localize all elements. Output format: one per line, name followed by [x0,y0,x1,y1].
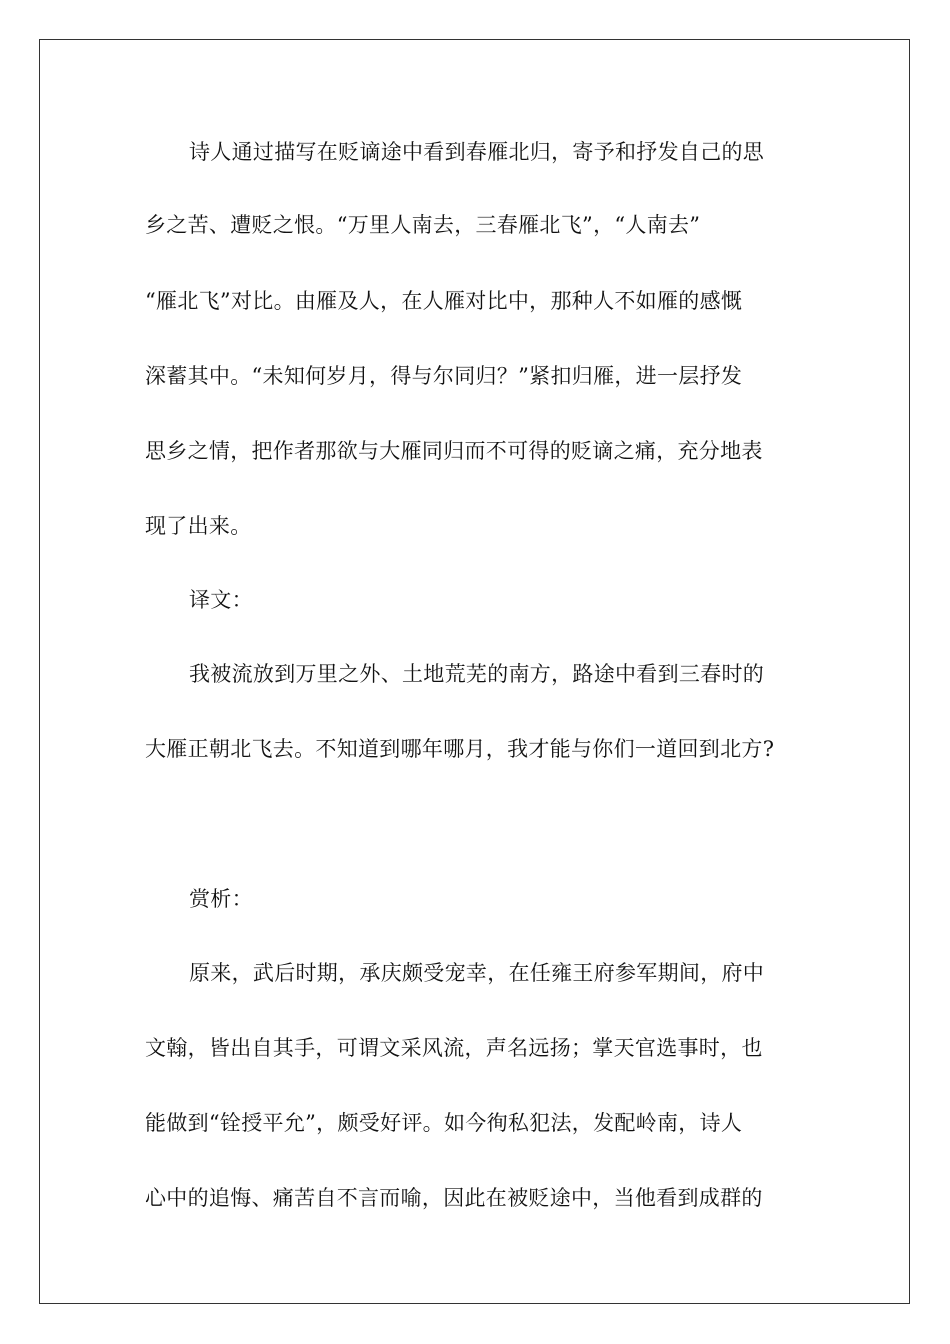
paragraph-analysis-line-5: 思乡之情，把作者那欲与大雁同归而不可得的贬谪之痛，充分地表 [145,439,763,463]
translation-heading: 译文： [189,588,253,612]
translation-line-2: 大雁正朝北飞去。不知道到哪年哪月，我才能与你们一道回到北方? [145,737,775,761]
paragraph-analysis-line-2: 乡之苦、遭贬之恨。“万里人南去，三春雁北飞”，“人南去” [145,213,701,237]
appreciation-line-4: 心中的追悔、痛苦自不言而喻，因此在被贬途中，当他看到成群的 [145,1186,763,1210]
paragraph-analysis-line-6: 现了出来。 [145,514,252,538]
appreciation-line-3: 能做到“铨授平允”，颇受好评。如今徇私犯法，发配岭南，诗人 [145,1111,743,1135]
paragraph-analysis-line-3: “雁北飞”对比。由雁及人，在人雁对比中，那种人不如雁的感慨 [145,289,743,313]
appreciation-line-2: 文翰，皆出自其手，可谓文采风流，声名远扬；掌天官选事时，也 [145,1036,763,1060]
paragraph-analysis-line-1: 诗人通过描写在贬谪途中看到春雁北归，寄予和抒发自己的思 [189,140,765,164]
appreciation-heading: 赏析： [189,887,253,911]
translation-line-1: 我被流放到万里之外、土地荒芜的南方，路途中看到三春时的 [189,662,765,686]
appreciation-line-1: 原来，武后时期，承庆颇受宠幸，在任雍王府参军期间，府中 [189,961,765,985]
paragraph-analysis-line-4: 深蓄其中。“未知何岁月，得与尔同归？”紧扣归雁，进一层抒发 [145,364,743,388]
